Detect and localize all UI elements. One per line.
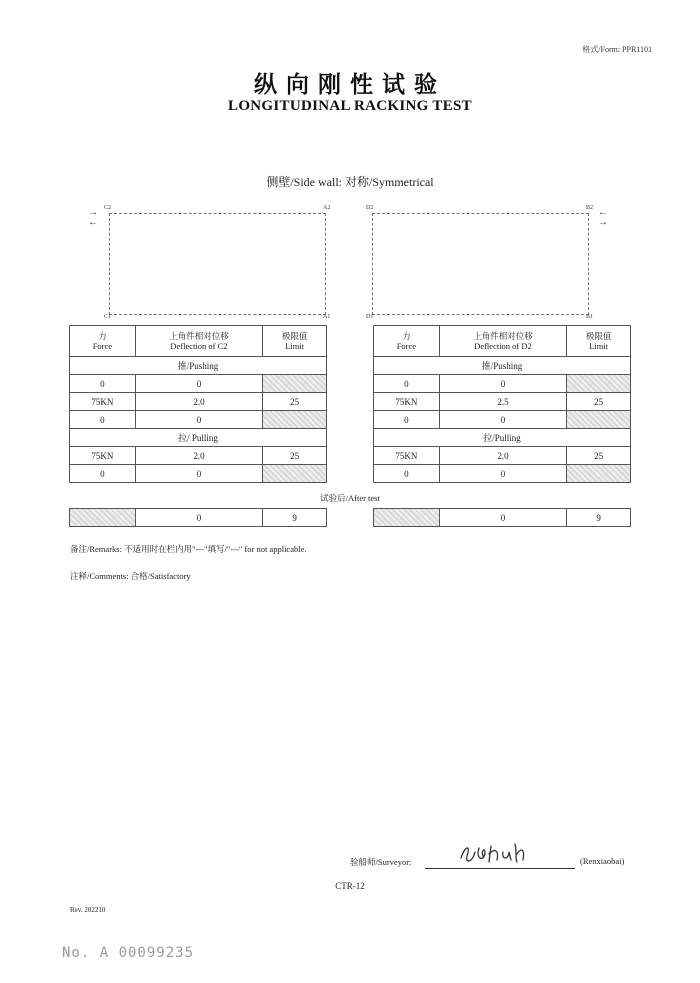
deflection-cell: 0	[135, 509, 263, 527]
serial-number: No. A 00099235	[62, 945, 195, 961]
right-wall-outline	[372, 213, 589, 315]
force-cell: 0	[374, 465, 440, 483]
deflection-cell: 2.5	[439, 393, 566, 411]
deflection-cell: 0	[135, 375, 262, 393]
limit-header: 极限值 Limit	[567, 326, 631, 357]
pulling-section-row	[374, 429, 631, 447]
force-cell	[374, 509, 440, 527]
limit-cell: 25	[263, 447, 327, 465]
right-wall-diagram	[366, 205, 598, 320]
pulling-label: 拉/Pulling	[374, 429, 631, 447]
pulling-section-row	[70, 429, 327, 447]
corner-label-b2: B2	[586, 205, 594, 211]
force-cell: 0	[374, 411, 440, 429]
table-header-row	[70, 326, 327, 357]
left-wall-outline	[109, 213, 326, 315]
force-cell: 0	[70, 465, 136, 483]
side-wall-label: 侧壁/Side wall: 对称/Symmetrical	[266, 175, 434, 189]
after-test-label: 试验后/After test	[320, 493, 380, 503]
table-row	[70, 393, 327, 411]
limit-cell: 25	[567, 447, 631, 465]
surveyor-label: 验船师/Surveyor:	[350, 857, 412, 867]
left-deflection-table	[69, 325, 327, 483]
table-row	[70, 411, 327, 429]
pushing-section-row	[374, 357, 631, 375]
force-cell: 0	[70, 411, 136, 429]
force-cell: 75KN	[70, 447, 136, 465]
pulling-label: 拉/ Pulling	[70, 429, 327, 447]
limit-cell: 25	[263, 393, 327, 411]
limit-cell	[263, 375, 327, 393]
force-header: 力 Force	[70, 326, 136, 357]
table-row	[70, 447, 327, 465]
table-row	[374, 375, 631, 393]
limit-cell: 25	[567, 393, 631, 411]
title-chinese: 纵向刚性试验	[254, 72, 446, 98]
table-row	[374, 411, 631, 429]
pushing-label: 推/Pushing	[70, 357, 327, 375]
left-after-test-table	[69, 508, 327, 527]
corner-label-c1: C1	[104, 314, 112, 320]
pushing-section-row	[70, 357, 327, 375]
force-cell: 75KN	[374, 447, 440, 465]
deflection-header: 上角件相对位移 Deflection of C2	[135, 326, 262, 357]
surveyor-name: (Renxiaobai)	[580, 856, 625, 866]
limit-cell: 9	[567, 509, 631, 527]
deflection-cell: 0	[439, 411, 566, 429]
revision-label: Rev. 202210	[70, 906, 106, 914]
right-force-arrow-icon: ← →	[598, 207, 608, 228]
title-english: LONGITUDINAL RACKING TEST	[228, 98, 472, 114]
table-row	[374, 465, 631, 483]
document-code: CTR-12	[335, 881, 365, 891]
right-after-test-table	[373, 508, 631, 527]
left-force-arrow-icon: → ←	[88, 207, 98, 228]
limit-cell	[567, 375, 631, 393]
limit-cell	[263, 465, 327, 483]
corner-label-a2: A2	[323, 205, 331, 211]
deflection-cell: 2.0	[439, 447, 566, 465]
deflection-cell: 2.0	[135, 393, 262, 411]
force-cell: 75KN	[374, 393, 440, 411]
table-row	[70, 375, 327, 393]
remarks-text: 备注/Remarks: 不适用时在栏内用"---"填写/"---" for not applicable.	[70, 544, 307, 554]
force-cell: 0	[374, 375, 440, 393]
limit-header: 极限值 Limit	[263, 326, 327, 357]
comments-text: 注释/Comments: 合格/Satisfactory	[70, 571, 191, 581]
left-wall-diagram	[104, 205, 334, 320]
corner-label-c2: C2	[104, 205, 112, 211]
force-cell: 0	[70, 375, 136, 393]
corner-label-b1: B1	[586, 314, 594, 320]
pushing-label: 推/Pushing	[374, 357, 631, 375]
table-row	[374, 393, 631, 411]
signature-line	[425, 868, 575, 869]
limit-cell	[567, 465, 631, 483]
deflection-cell: 0	[439, 375, 566, 393]
deflection-cell: 0	[439, 509, 567, 527]
corner-label-d2: D2	[366, 205, 374, 211]
deflection-cell: 0	[439, 465, 566, 483]
deflection-cell: 0	[135, 411, 262, 429]
corner-label-d1: D1	[366, 314, 374, 320]
right-deflection-table	[373, 325, 631, 483]
table-row	[374, 509, 631, 527]
table-row	[70, 509, 327, 527]
deflection-cell: 0	[135, 465, 262, 483]
force-cell	[70, 509, 136, 527]
table-row	[374, 447, 631, 465]
limit-cell	[263, 411, 327, 429]
signature-icon	[455, 838, 545, 868]
deflection-header: 上角件相对位移 Deflection of D2	[439, 326, 566, 357]
force-header: 力 Force	[374, 326, 440, 357]
table-row	[70, 465, 327, 483]
corner-label-a1: A1	[323, 314, 331, 320]
force-cell: 75KN	[70, 393, 136, 411]
form-code: 格式/Form: PPR1101	[582, 45, 652, 54]
limit-cell: 9	[263, 509, 327, 527]
deflection-cell: 2.0	[135, 447, 262, 465]
limit-cell	[567, 411, 631, 429]
table-header-row	[374, 326, 631, 357]
